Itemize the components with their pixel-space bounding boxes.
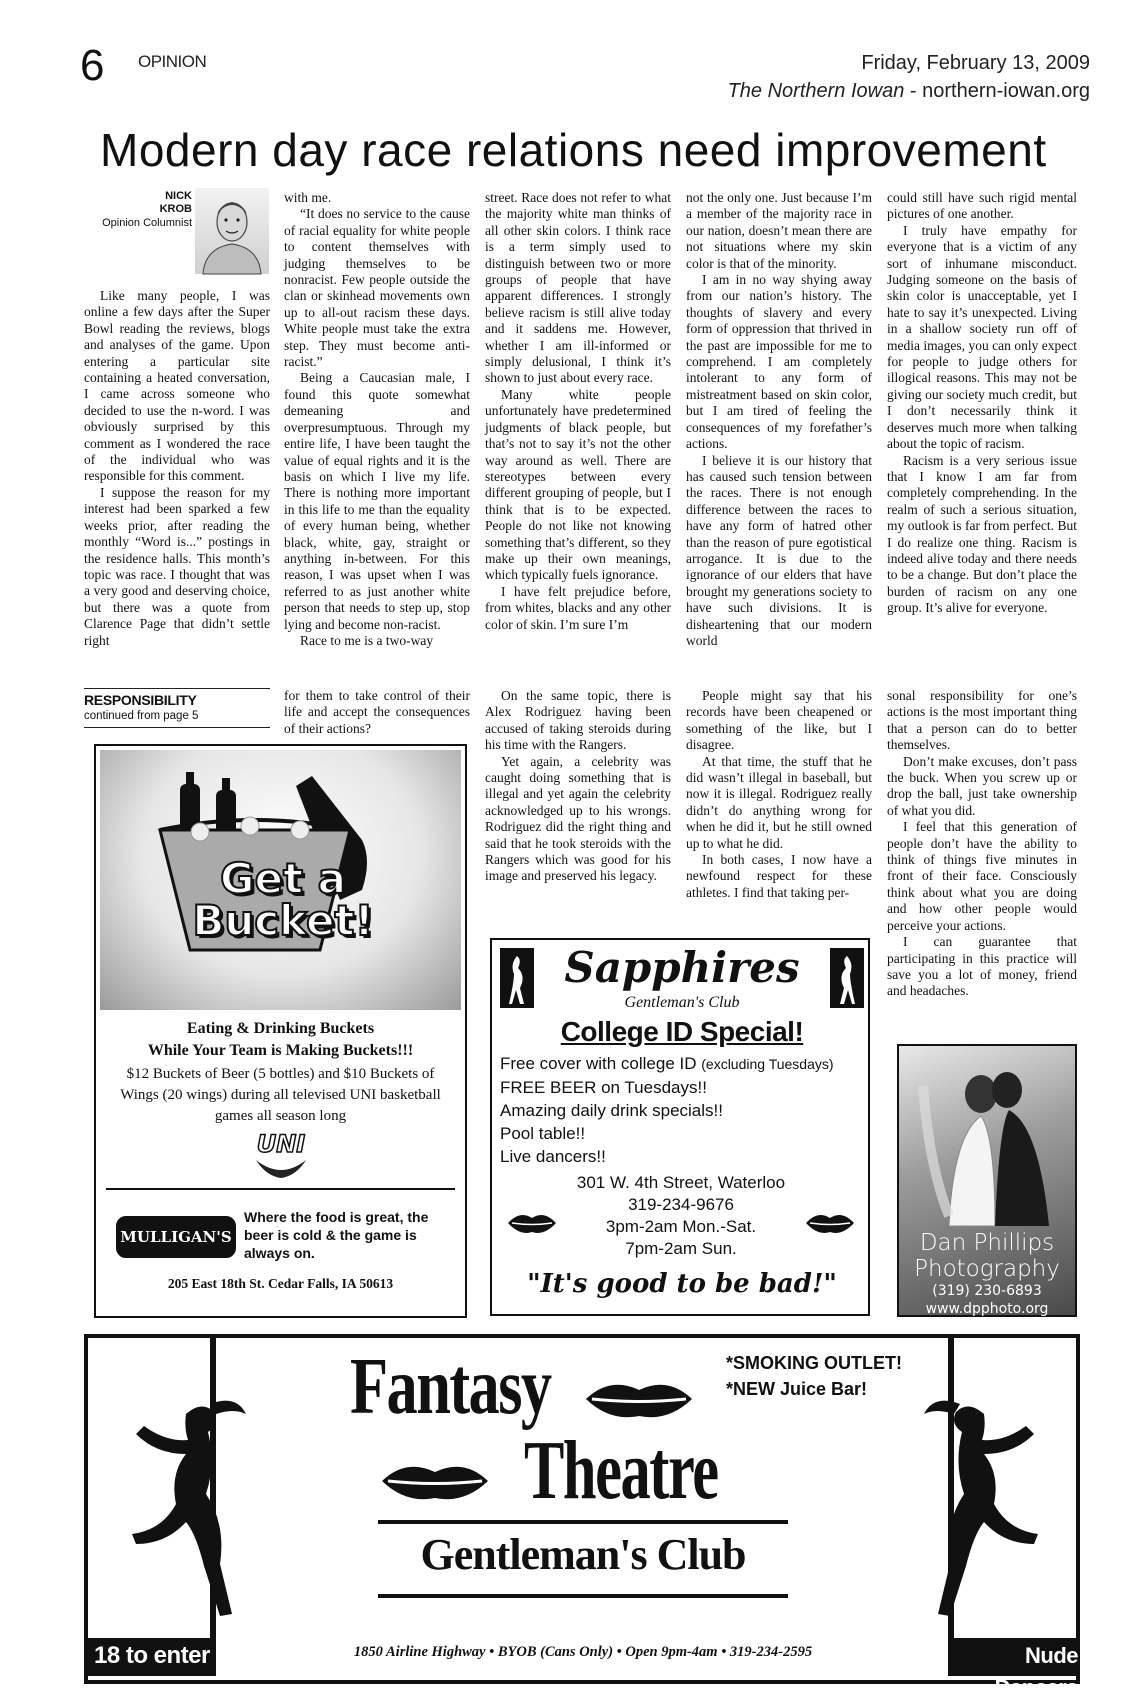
jump-col-2 xyxy=(284,688,470,740)
pole-dancer-icon xyxy=(904,1394,1054,1624)
dan-phillips-ad xyxy=(897,1044,1077,1317)
dan-name-1: Dan Phillips xyxy=(919,1230,1055,1256)
author-photo xyxy=(195,188,269,274)
mulligans-logo xyxy=(116,1216,236,1258)
wedding-photo-icon xyxy=(899,1046,1075,1226)
article-paragraph: Racism is a very serious issue that I know I am far from completely comprehending. In the realm of such a serious situation, my outlook is far from perfect. But I do realize one thing. Racism is indeed alive today and there needs to be a change. But don’t place the burden of racism on any one group. It’s alive for everyone. xyxy=(887,452,1077,616)
jump-paragraph: At that time, the stuff that he did wasn’t illegal in baseball, but now it is illegal. Rodriguez really didn’t do anything wrong for when he did it, but he still owned up to what he did. xyxy=(686,753,872,851)
fantasy-juice: *NEW Juice Bar! xyxy=(726,1379,868,1399)
sapphires-subtitle: Gentleman's Club xyxy=(624,994,740,1011)
club-rule-bottom xyxy=(378,1594,788,1598)
article-col-3 xyxy=(485,190,671,678)
author-portrait-icon xyxy=(195,188,269,274)
sapphires-hours-2: 7pm-2am Sun. xyxy=(625,1239,737,1258)
jump-col-4 xyxy=(686,688,872,918)
dan-phone: (319) 230-6893 xyxy=(932,1283,1042,1299)
sapphires-line: Amazing daily drink specials!! xyxy=(500,1101,723,1120)
club-rule-top xyxy=(378,1520,788,1524)
mulligans-ad xyxy=(94,744,467,1318)
article-col-2 xyxy=(284,190,470,678)
lips-icon xyxy=(584,1376,694,1422)
pole-dancer-icon xyxy=(116,1394,266,1624)
article-col-5 xyxy=(887,190,1077,678)
article-paragraph: I have felt prejudice before, from whites, blacks and any other color of skin. I’m sure I’m xyxy=(485,583,671,632)
jump-paragraph: People might say that his records have been cheapened or something of the like, but I disagree. xyxy=(686,688,872,753)
article-paragraph: I suppose the reason for my interest had been sparked a few weeks prior, after reading the monthly “Word is...” postings in the residence halls. This month’s topic was race. I thought that was a very good and deserving choice, but there was a quote from Clarence Page that didn’t settle right xyxy=(84,484,270,648)
article-paragraph: Race to me is a two-way xyxy=(300,632,434,648)
fantasy-title-2: Theatre xyxy=(524,1424,718,1517)
dancer-silhouette-icon xyxy=(500,948,534,1008)
sapphires-line: FREE BEER on Tuesdays!! xyxy=(500,1078,707,1097)
uni-logo xyxy=(226,1130,336,1180)
paper-info xyxy=(728,80,1090,103)
sapphires-special: College ID Special! xyxy=(560,1016,804,1047)
sapphires-address: 301 W. 4th Street, Waterloo xyxy=(576,1173,786,1192)
section-divider xyxy=(84,727,270,728)
article-col-1 xyxy=(84,288,270,678)
mulligans-details: $12 Buckets of Beer (5 bottles) and $10 Buckets of Wings (20 wings) during all televised UNI basketball games all season long xyxy=(120,1066,441,1124)
fantasy-info: 1850 Airline Highway • BYOB (Cans Only) • Open 9pm-4am • 319-234-2595 xyxy=(353,1644,813,1660)
mulligans-tagline: Where the food is great, the beer is cold & the game is always on. xyxy=(244,1209,429,1261)
jump-subtitle: continued from page 5 xyxy=(84,710,199,722)
article-paragraph: I truly have empathy for everyone that is a victim of any sort of inhumane misconduct. Judging someone on the basis of skin color is unacceptable, yet I hate to say it’s unexpected. Living in a shallow society run off of media images, you can only expect for people to judge others for illogical reasons. This may not be giving our society much credit, but I don’t necessarily think it deserves much more when talking about the topic of racism. xyxy=(887,222,1077,452)
article-paragraph: Being a Caucasian male, I found this quote somewhat demeaning and overpresumptuous. Through my entire life, I have been taught the value of equal rights and it is the basis on which I live my life. There is nothing more important in this life to me than the equality of every human being, whether black, white, gay, straight or anything in-between. For this reason, I was upset when I was referred to as just another white person that needs to step up, stop lying and become non-racist. xyxy=(284,370,470,632)
mulligans-headline-1: Eating & Drinking Buckets xyxy=(186,1020,375,1037)
jump-paragraph: for them to take control of their life and accept the consequences of their actions? xyxy=(284,688,470,736)
byline-first: NICK xyxy=(165,190,192,202)
section-label: OPINION xyxy=(138,52,207,71)
jump-paragraph: I feel that this generation of people don’t have the ability to think of things five minutes in front of their face. Consciously think about what you are doing and how other people would perceive your actions. xyxy=(887,819,1077,933)
lips-icon xyxy=(506,1210,558,1236)
article-paragraph: Like many people, I was online a few days after the Super Bowl reading the reviews, blogs and analyses of the game. Upon entering a particular site containing a heated conversation, I came across someone who decided to use the n-word. I was obviously surprised by this comment as I wondered the race of the individual who was responsible for this comment. xyxy=(84,288,270,484)
sapphires-line-small: (excluding Tuesdays) xyxy=(701,1056,834,1072)
nude-text: Nude Dancers xyxy=(994,1643,1078,1700)
byline xyxy=(80,190,192,230)
jump-paragraph: In both cases, I now have a newfound respect for these athletes. I find that taking per- xyxy=(686,852,872,900)
sapphires-line: Live dancers!! xyxy=(500,1147,606,1166)
headline: Modern day race relations need improvement xyxy=(100,124,1047,176)
sapphires-phone: 319-234-9676 xyxy=(628,1195,734,1214)
jump-col-5 xyxy=(887,688,1077,1033)
fantasy-title-1: Fantasy xyxy=(350,1343,551,1431)
issue-date: Friday, February 13, 2009 xyxy=(861,52,1090,74)
mulligans-divider xyxy=(106,1188,455,1190)
byline-role: Opinion Columnist xyxy=(102,217,192,229)
article-paragraph: Many white people unfortunately have predetermined judgments of black people, but that’s not to say it’s not the other way around as well. There are stereotypes between every different grouping of people, but I think that is to be expected. People do not like not knowing something that’s different, so they make up their own meanings, which typically fuels ignorance. xyxy=(485,386,671,583)
fantasy-theatre-ad xyxy=(84,1334,1080,1700)
jump-title: RESPONSIBILITY xyxy=(84,692,197,708)
jump-paragraph: sonal responsibility for one’s actions is the most important thing that a person can do to better themselves. xyxy=(887,688,1077,753)
bucket-illustration xyxy=(100,750,461,1010)
bucket-banner: Get a Bucket! xyxy=(192,854,374,945)
age-text: 18 to enter xyxy=(94,1642,210,1669)
fantasy-club: Gentleman's Club xyxy=(420,1530,746,1579)
sapphires-contact xyxy=(552,1172,810,1260)
article-paragraph: I believe it is our history that has caused such tension between the races. There is not enough difference between the races to have any form of hatred other than the reason of pure egotistical arrogance. It is due to the ignorance of our elders that have brought my generations society to have such divisions. It is disheartening that our modern world xyxy=(686,452,872,648)
fantasy-smoking: *SMOKING OUTLET! xyxy=(726,1353,902,1373)
byline-last: KROB xyxy=(159,203,192,215)
paper-site: - northern-iowan.org xyxy=(904,80,1090,102)
dan-url: www.dpphoto.org xyxy=(925,1301,1049,1317)
sapphires-name: Sapphires xyxy=(564,943,800,992)
dan-phillips-brand xyxy=(899,1230,1075,1318)
lips-icon xyxy=(380,1458,490,1504)
article-paragraph: “It does no service to the cause of racial equality for white people to content themselves with judging themselves to be nonracist. Few people outside the clan or skinhead movements own up to all-out racism these days. White people must take the extra step. They must become anti-racist.” xyxy=(284,206,470,370)
page-number: 6 xyxy=(80,41,105,90)
mulligans-logo-text: MULLIGAN'S xyxy=(120,1228,232,1246)
jump-paragraph: On the same topic, there is Alex Rodriguez having been accused of taking steroids during his time with the Rangers. xyxy=(485,688,671,753)
sapphires-hours-1: 3pm-2am Mon.-Sat. xyxy=(605,1217,757,1236)
sapphires-list xyxy=(500,1052,866,1168)
article-paragraph: could still have such rigid mental pictures of one another. xyxy=(887,190,1077,222)
article-paragraph: I am in no way shying away from our nation’s history. The thoughts of slavery and every form of oppression that thrived in the past are impossible for me to comprehend. I am completely intolerant to any form of mistreatment based on skin color, but I am tired of feeling the consequences of my forefather’s actions. xyxy=(686,272,872,452)
article-col-4 xyxy=(686,190,872,678)
sapphires-line: Pool table!! xyxy=(500,1124,586,1143)
sapphires-ad xyxy=(490,938,870,1316)
paper-name: The Northern Iowan xyxy=(727,80,905,102)
mulligans-headline xyxy=(102,1018,459,1062)
dancer-silhouette-icon xyxy=(830,948,864,1008)
mulligans-headline-2: While Your Team is Making Buckets!!! xyxy=(147,1042,414,1059)
jump-paragraph: Don’t make excuses, don’t pass the buck. When you screw up or drop the ball, just take ownership of what you did. xyxy=(887,753,1077,818)
jump-paragraph: Yet again, a celebrity was caught doing something that is illegal and yet again the celebrity acknowledged up to his wrongs. Rodriguez did the right thing and said that he took steroids with the Rangers which was good for his image and preserved his legacy. xyxy=(485,753,671,884)
sapphires-slogan: "It's good to be bad!" xyxy=(527,1269,837,1299)
section-divider xyxy=(84,688,270,689)
dan-name-2: Photography xyxy=(914,1256,1060,1282)
sapphires-line-main: Free cover with college ID xyxy=(500,1054,702,1073)
jump-paragraph: I can guarantee that participating in this practice will save you a lot of money, friend and headaches. xyxy=(887,934,1077,999)
article-paragraph: not the only one. Just because I’m a member of the majority race in our nation, doesn’t mean there are not situations where my skin color is that of the minority. xyxy=(686,190,872,271)
jump-col-3 xyxy=(485,688,671,918)
sapphires-line xyxy=(500,1052,866,1076)
mulligans-address: 205 East 18th St. Cedar Falls, IA 50613 xyxy=(167,1276,394,1291)
article-paragraph: with me. xyxy=(284,190,332,205)
article-paragraph: street. Race does not refer to what the majority white man thinks of all other skin colors. I think race is a term simply used to distinguish between two or more groups of people that have apparent differences. I strongly believe racism is still alive today and it saddens me. However, whether I am ill-informed or simply delusional, I think it’s shown to just about every race. xyxy=(485,190,671,386)
lips-icon xyxy=(804,1210,856,1236)
uni-logo-text: UNI xyxy=(256,1130,306,1158)
